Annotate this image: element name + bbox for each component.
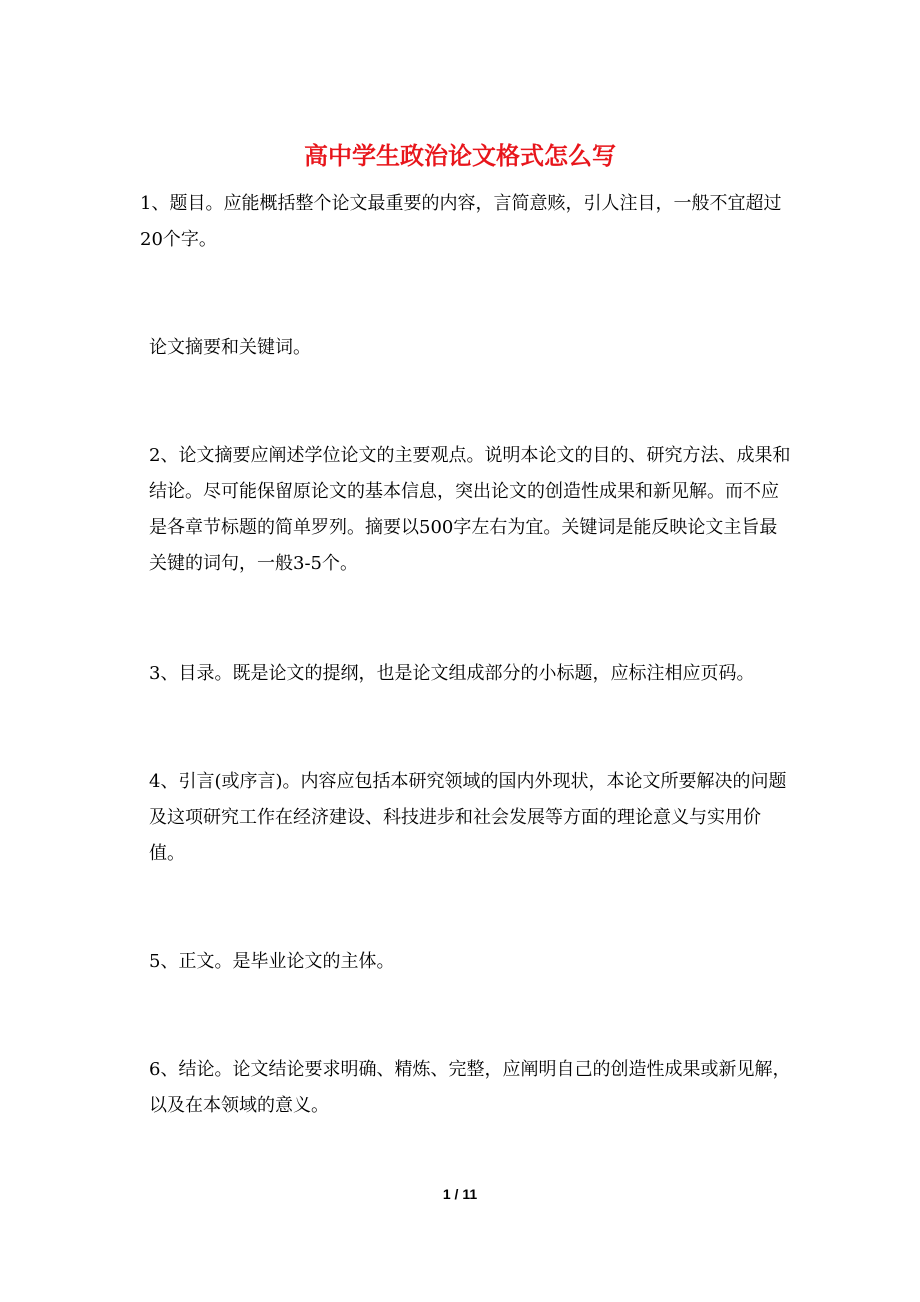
page-number: 1 / 11 — [442, 1186, 478, 1202]
paragraph-4-introduction: 4、引言(或序言)。内容应包括本研究领域的国内外现状，本论文所要解决的问题及这项研究工作在经济建设、科技进步和社会发展等方面的理论意义与实用价值。 — [149, 771, 787, 864]
paragraph-1-title: 1、题目。应能概括整个论文最重要的内容，言简意赅，引人注目，一般不宜超过20个字。 — [140, 193, 782, 250]
paragraph-abstract-heading: 论文摘要和关键词。 — [149, 337, 311, 358]
paragraph-5-body: 5、正文。是毕业论文的主体。 — [149, 951, 395, 972]
paragraph-2-abstract: 2、论文摘要应阐述学位论文的主要观点。说明本论文的目的、研究方法、成果和结论。尽可能保留原论文的基本信息，突出论文的创造性成果和新见解。而不应是各章节标题的简单罗列。摘要以500字左右为宜。关键词是能反映论文主旨最关键的词句，一般3-5个。 — [149, 445, 791, 574]
page-title: 高中学生政治论文格式怎么写 — [304, 141, 616, 170]
paragraph-6-conclusion: 6、结论。论文结论要求明确、精炼、完整，应阐明自己的创造性成果或新见解，以及在本领域的意义。 — [149, 1059, 791, 1116]
paragraph-3-contents: 3、目录。既是论文的提纲，也是论文组成部分的小标题，应标注相应页码。 — [149, 663, 755, 684]
